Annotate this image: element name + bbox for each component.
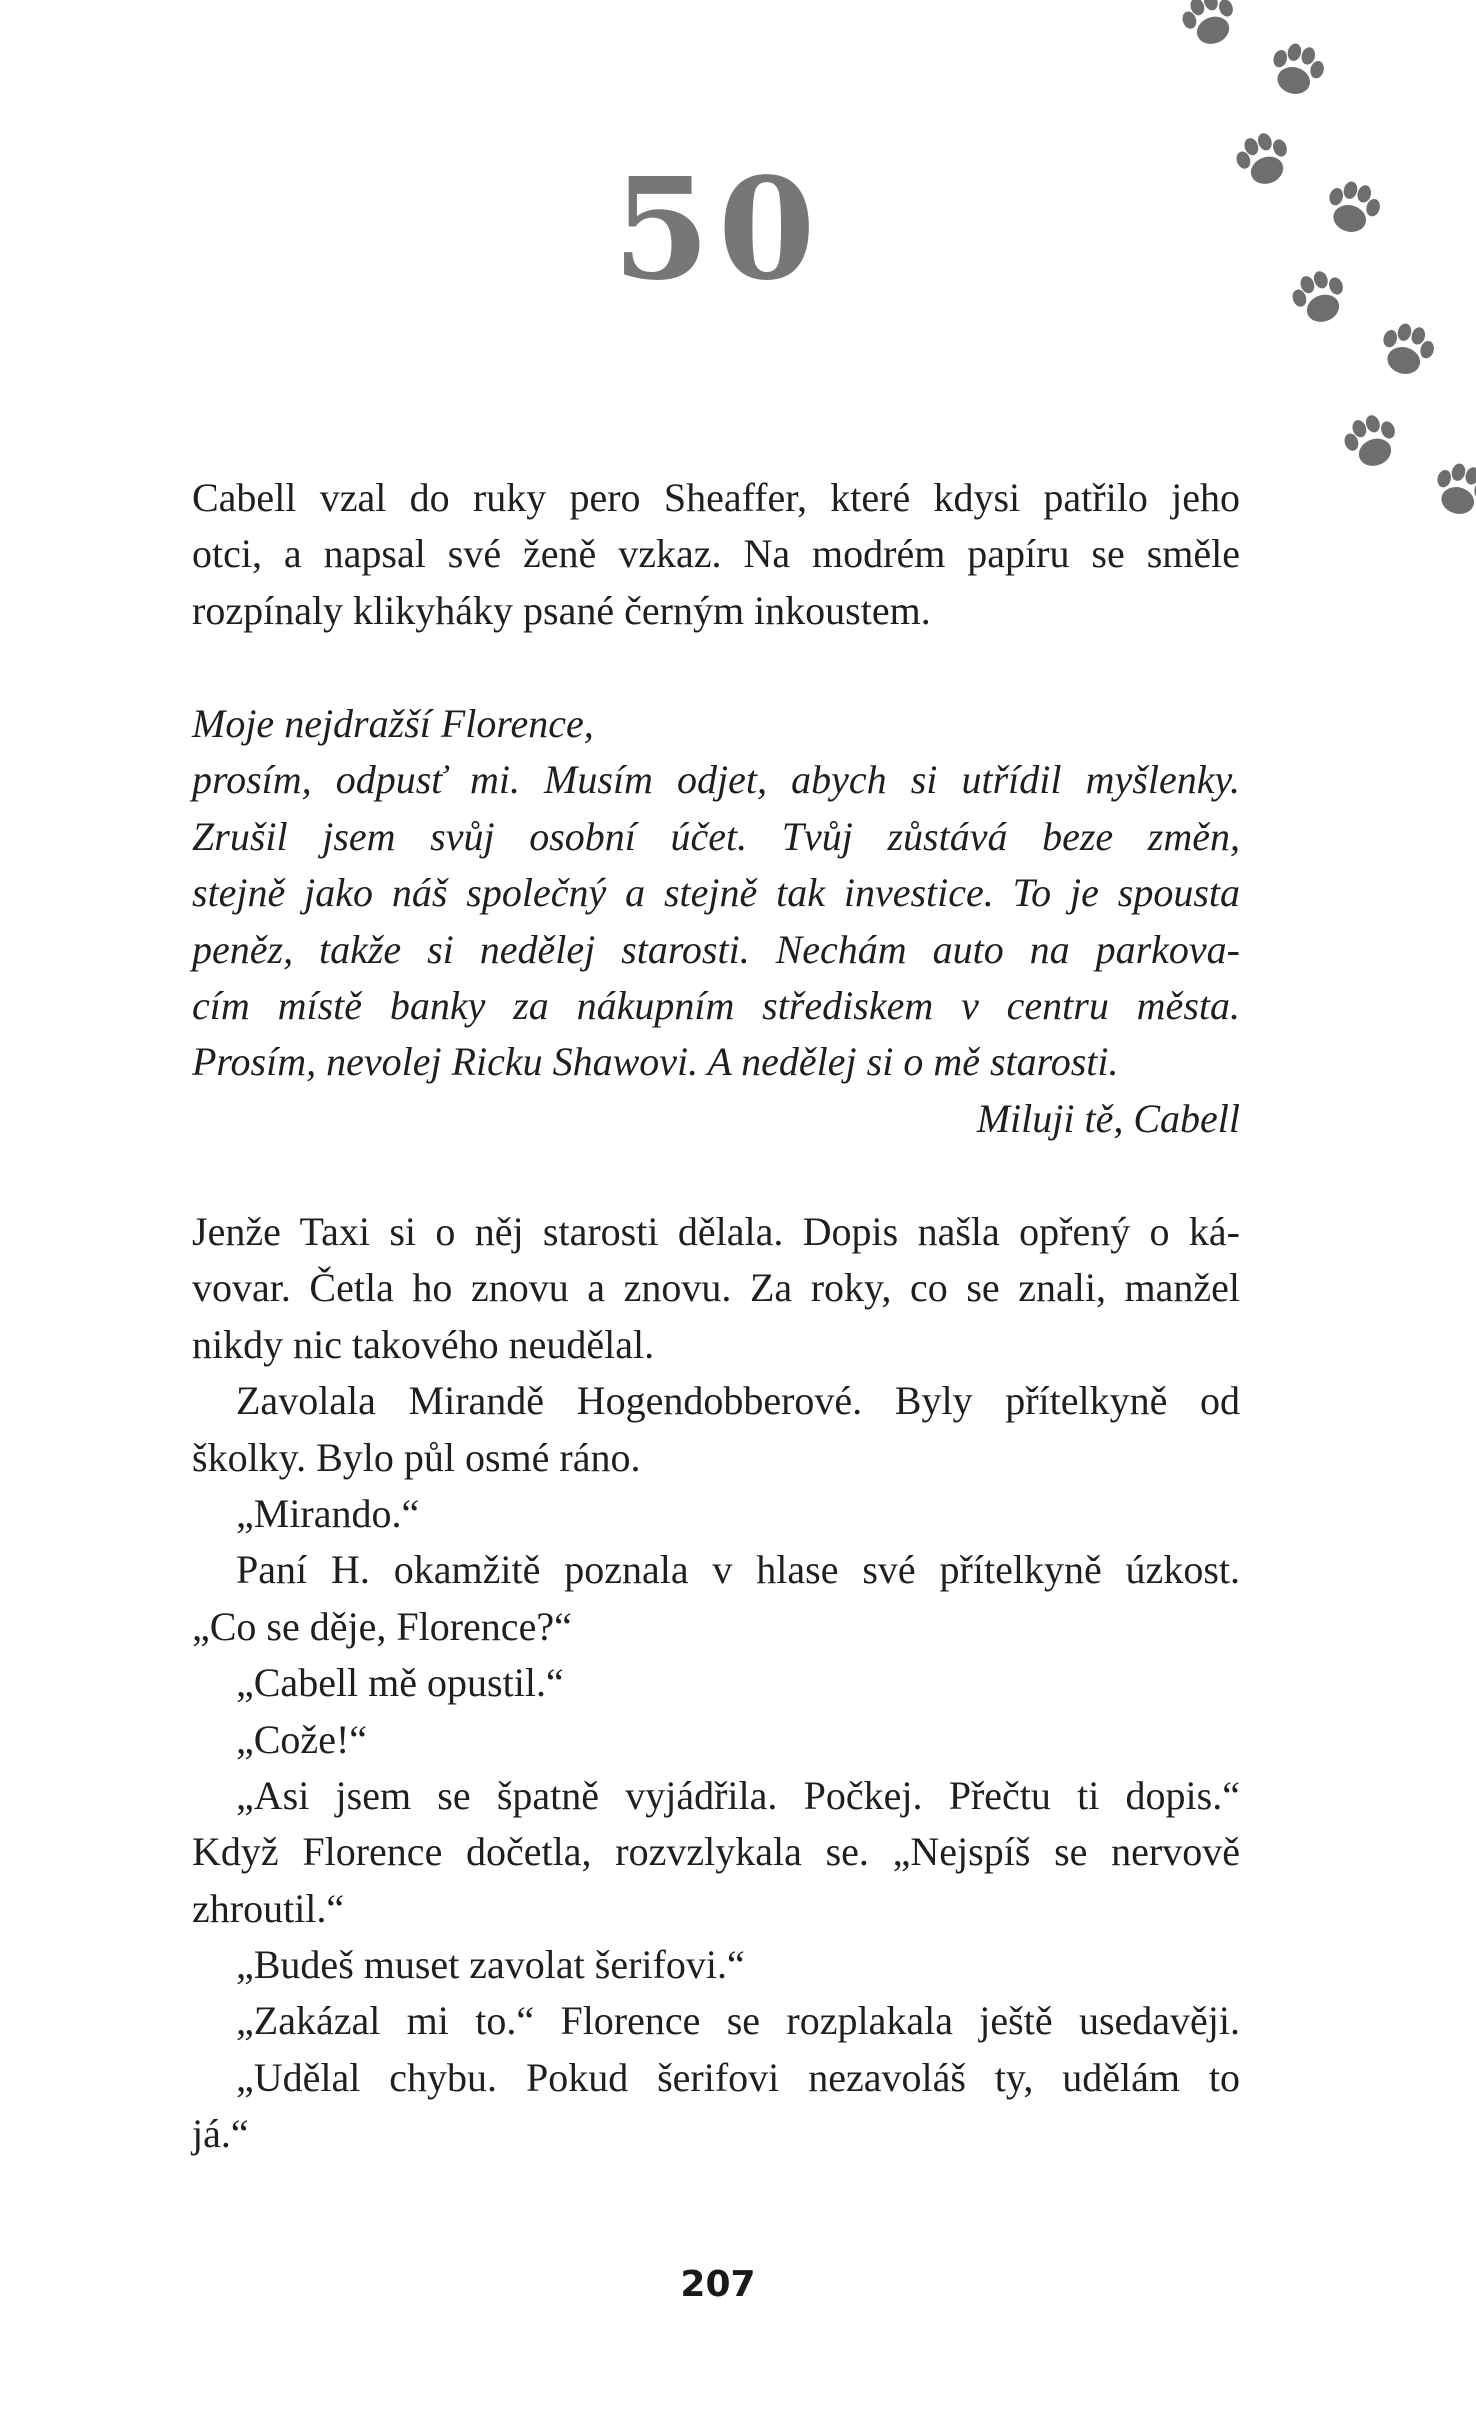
intro-paragraph	[192, 470, 1240, 639]
paw-print-icon	[1266, 39, 1329, 100]
body-line: Když Florence dočetla, rozvzlykala se. „Nejspíš se nervově	[192, 1829, 1240, 1875]
body-line: „Udělal chybu. Pokud šerifovi nezavoláš ty, udělám to	[236, 2054, 1240, 2100]
body-line: Zavolala Mirandě Hogendobberové. Byly přítelkyně od	[236, 1378, 1240, 1424]
paw-print-icon	[1177, 0, 1243, 51]
body-line: já.“	[192, 2111, 249, 2157]
letter-line: Prosím, nevolej Ricku Shawovi. A nedělej si o mě starosti.	[192, 1039, 1119, 1085]
body-line: nikdy nic takového neudělal.	[192, 1321, 655, 1367]
body-line: „Cabell mě opustil.“	[236, 1660, 564, 1706]
body-line: „Co se děje, Florence?“	[192, 1603, 572, 1649]
intro-line: otci, a napsal své ženě vzkaz. Na modrém papíru se směle	[192, 531, 1240, 577]
letter-greeting: Moje nejdražší Florence,	[192, 701, 594, 746]
body-line: „Cože!“	[236, 1716, 368, 1762]
letter-line: peněz, takže si nedělej starosti. Nechám auto na parkova-	[192, 926, 1240, 972]
body-text	[192, 1204, 1240, 2163]
page-number: 207	[680, 2264, 756, 2305]
letter-line: Zrušil jsem svůj osobní účet. Tvůj zůstává beze změn,	[192, 813, 1240, 859]
paw-print-icon	[1339, 409, 1405, 473]
body-line: „Asi jsem se špatně vyjádřila. Počkej. Přečtu ti dopis.“	[236, 1772, 1240, 1818]
body-line: zhroutil.“	[192, 1885, 345, 1931]
letter-block	[192, 696, 1240, 1147]
letter-signature: Miluji tě, Cabell	[976, 1095, 1240, 1141]
letter-line: stejně jako náš společný a stejně tak investice. To je spousta	[192, 870, 1240, 916]
body-line: Jenže Taxi si o něj starosti dělala. Dopis našla opřený o ká-	[192, 1209, 1240, 1254]
letter-line: prosím, odpusť mi. Musím odjet, abych si utřídil myšlenky.	[192, 757, 1240, 803]
letter-line: cím místě banky za nákupním střediskem v centru města.	[192, 982, 1240, 1028]
body-line: „Budeš muset zavolat šerifovi.“	[236, 1942, 745, 1988]
body-line: školky. Bylo půl osmé ráno.	[192, 1434, 641, 1480]
paw-print-icon	[1376, 319, 1439, 380]
intro-line: rozpínaly klikyháky psané černým inkoustem.	[192, 587, 931, 633]
chapter-number: 50	[612, 148, 824, 312]
body-line: „Mirando.“	[236, 1490, 420, 1536]
body-line: vovar. Četla ho znovu a znovu. Za roky, co se znali, manžel	[192, 1265, 1240, 1311]
body-line: „Zakázal mi to.“ Florence se rozplakala ještě usedavěji.	[236, 1998, 1240, 2044]
paw-print-icon	[1430, 459, 1476, 520]
body-line: Paní H. okamžitě poznala v hlase své přítelkyně úzkost.	[236, 1547, 1240, 1593]
intro-line: Cabell vzal do ruky pero Sheaffer, které kdysi patřilo jeho	[192, 475, 1240, 520]
